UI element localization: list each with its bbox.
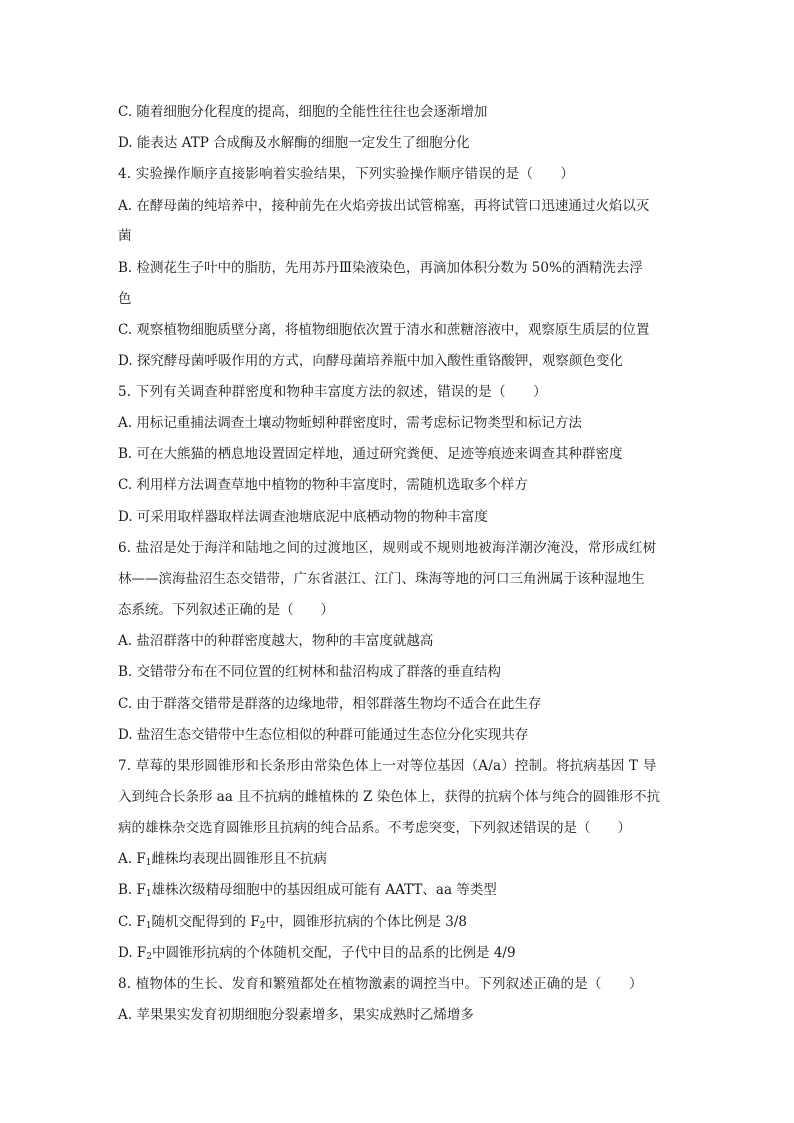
q7-b-rest: 雄株次级精母细胞中的基因组成可能有 AATT、aa 等类型 — [151, 882, 497, 898]
q7-c-sub: 1 — [145, 921, 152, 931]
q4-option-c: C. 观察植物细胞质壁分离，将植物细胞依次置于清水和蔗糖溶液中，观察原生质层的位置 — [118, 322, 650, 338]
q7-d-rest: 中圆锥形抗病的个体随机交配，子代中目的品系的比例是 4/9 — [152, 945, 516, 961]
q6-stem-line3: 态系统。下列叙述正确的是（ ） — [118, 602, 334, 618]
q7-d-sub: 2 — [146, 952, 153, 962]
q4-option-d: D. 探究酵母菌呼吸作用的方式，向酵母菌培养瓶中加入酸性重铬酸钾，观察颜色变化 — [118, 353, 623, 369]
q7-c-rest: 中，圆锥形抗病的个体比例是 3/8 — [265, 914, 467, 930]
q7-option-d — [118, 943, 678, 963]
q4-option-a-line1: A. 在酵母菌的纯培养中，接种前先在火焰旁拔出试管棉塞，再将试管口迅速通过火焰以灭 — [118, 198, 650, 214]
q7-b-prefix: B. F — [118, 882, 146, 898]
q5-option-b: B. 可在大熊猫的栖息地设置固定样地，通过研究粪便、足迹等痕迹来调查其种群密度 — [118, 446, 623, 462]
q3-option-c: C. 随着细胞分化程度的提高，细胞的全能性往往也会逐渐增加 — [118, 104, 488, 120]
q5-stem: 5. 下列有关调查种群密度和物种丰富度方法的叙述，错误的是（ ） — [118, 384, 547, 400]
q8-option-a: A. 苹果果实发育初期细胞分裂素增多，果实成熟时乙烯增多 — [118, 1007, 474, 1023]
q7-d-prefix: D. F — [118, 945, 147, 961]
q7-c-sub2: 2 — [259, 921, 266, 931]
q5-option-a: A. 用标记重捕法调查土壤动物蚯蚓种群密度时，需考虑标记物类型和标记方法 — [118, 415, 582, 431]
q7-b-sub: 1 — [145, 889, 152, 899]
q7-a-rest: 雌株均表现出圆锥形且不抗病 — [151, 851, 327, 867]
q7-stem-line1: 7. 草莓的果形圆锥形和长条形由常染色体上一对等位基因（A/a）控制。将抗病基因 T 导 — [118, 758, 657, 774]
q6-stem-line1: 6. 盐沼是处于海洋和陆地之间的过渡地区，规则或不规则地被海洋潮汐淹没，常形成红树 — [118, 540, 657, 556]
q8-stem: 8. 植物体的生长、发育和繁殖都处在植物激素的调控当中。下列叙述正确的是（ ） — [118, 976, 643, 992]
q5-option-d: D. 可采用取样器取样法调查池塘底泥中底栖动物的物种丰富度 — [118, 509, 488, 525]
q6-option-d: D. 盐沼生态交错带中生态位相似的种群可能通过生态位分化实现共存 — [118, 727, 529, 743]
q4-option-a-line2: 菌 — [118, 228, 132, 244]
q7-option-c — [118, 912, 678, 932]
q7-stem-line2: 入到纯合长条形 aa 且不抗病的雌植株的 Z 染色体上，获得的抗病个体与纯合的圆锥形不抗 — [118, 789, 661, 805]
q6-stem-line2: 林——滨海盐沼生态交错带，广东省湛江、江门、珠海等地的河口三角洲属于该种湿地生 — [118, 571, 645, 587]
q3-option-d: D. 能表达 ATP 合成酶及水解酶的细胞一定发生了细胞分化 — [118, 135, 470, 151]
q7-c-prefix: C. F — [118, 914, 146, 930]
q4-stem: 4. 实验操作顺序直接影响着实验结果，下列实验操作顺序错误的是（ ） — [118, 166, 575, 182]
q4-option-b-line2: 色 — [118, 291, 132, 307]
q7-c-mid: 随机交配得到的 F — [151, 914, 260, 930]
q7-stem-line3: 病的雄株杂交选育圆锥形且抗病的纯合品系。不考虑突变，下列叙述错误的是（ ） — [118, 820, 631, 836]
q7-a-sub: 1 — [145, 858, 152, 868]
q7-option-a — [118, 849, 678, 869]
q6-option-a: A. 盐沼群落中的种群密度越大，物种的丰富度就越高 — [118, 633, 434, 649]
q7-option-b — [118, 880, 678, 900]
q4-option-b-line1: B. 检测花生子叶中的脂肪，先用苏丹Ⅲ染液染色，再滴加体积分数为 50%的酒精洗去浮 — [118, 260, 643, 276]
q6-option-b: B. 交错带分布在不同位置的红树林和盐沼构成了群落的垂直结构 — [118, 664, 502, 680]
q5-option-c: C. 利用样方法调查草地中植物的物种丰富度时，需随机选取多个样方 — [118, 477, 528, 493]
q7-a-prefix: A. F — [118, 851, 146, 867]
q6-option-c: C. 由于群落交错带是群落的边缘地带，相邻群落生物均不适合在此生存 — [118, 696, 542, 712]
